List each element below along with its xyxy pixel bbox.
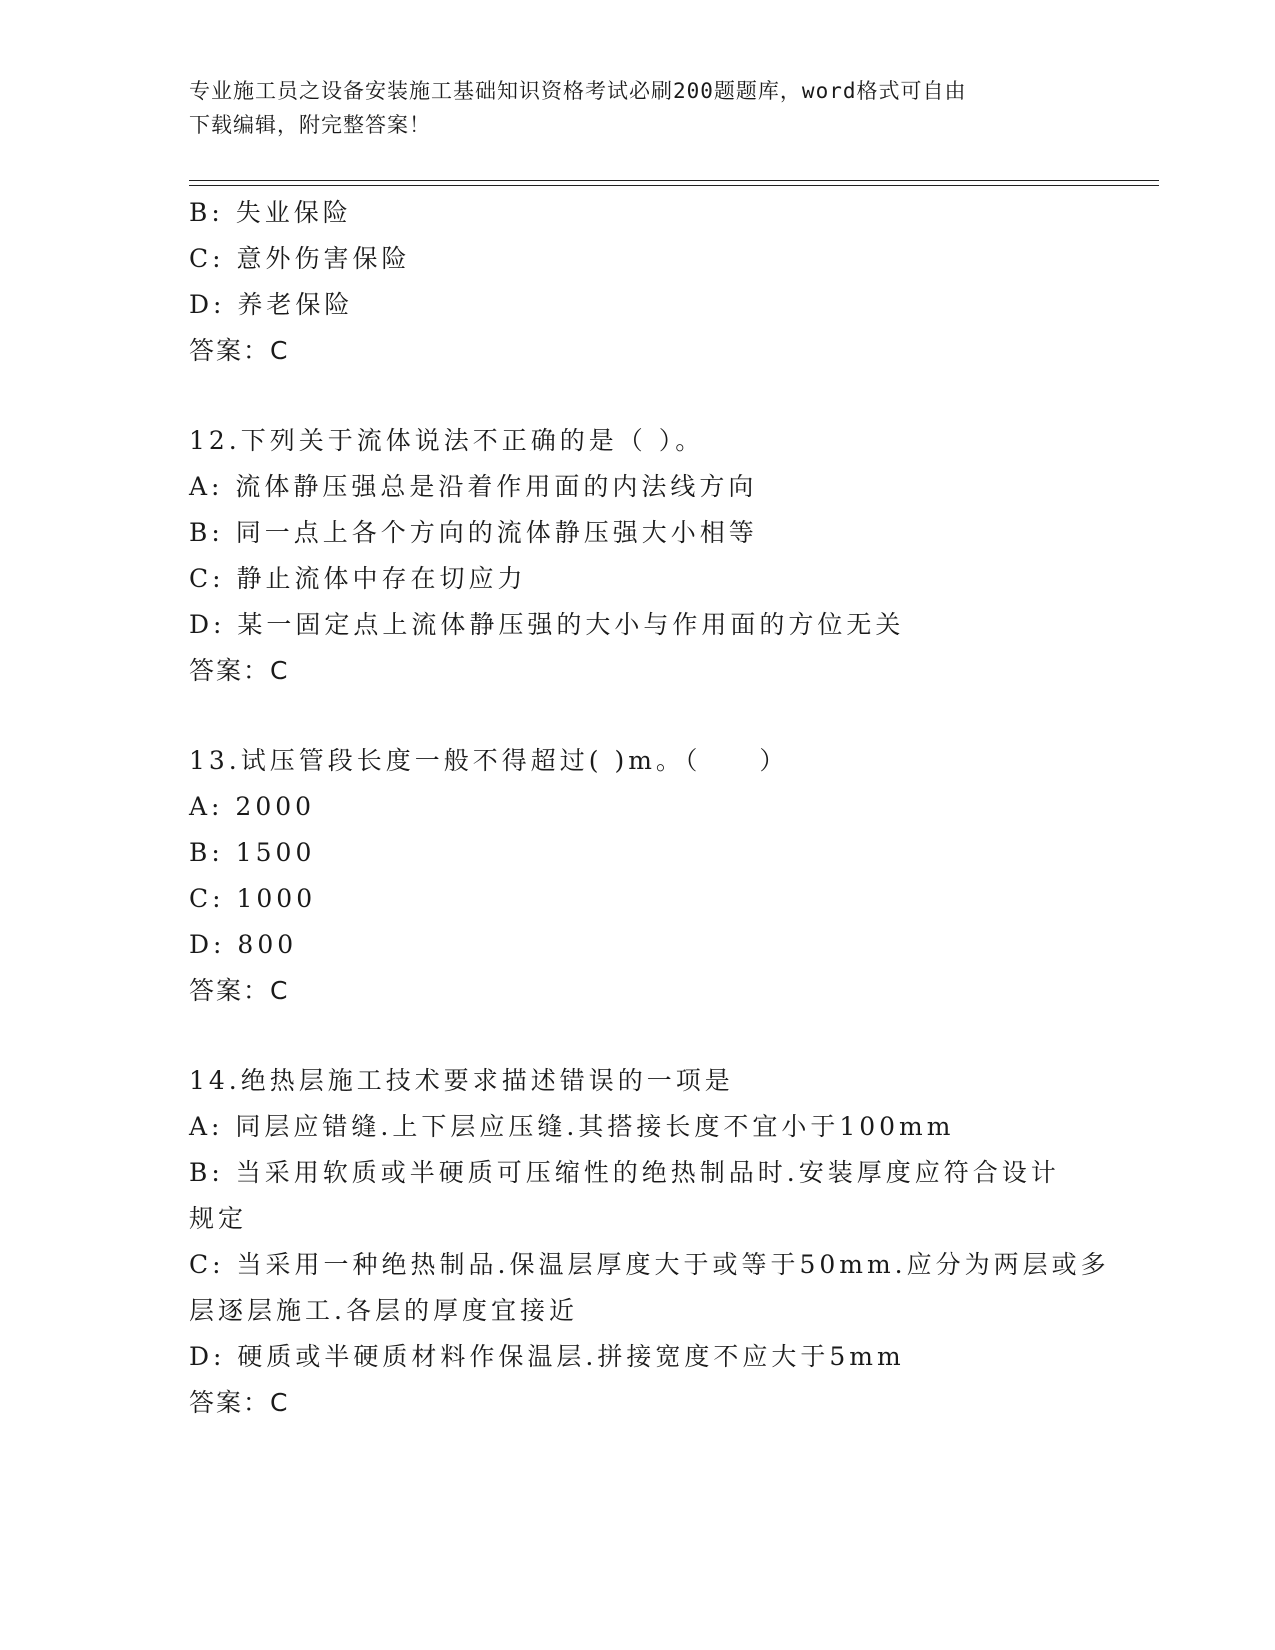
option-c: C: 1000 — [189, 884, 317, 913]
option-a: A: 流体静压强总是沿着作用面的内法线方向 — [189, 472, 758, 501]
answer-line: 答案：C — [189, 656, 290, 685]
option-d: D: 养老保险 — [189, 290, 354, 319]
option-a: A: 2000 — [189, 792, 316, 821]
option-d: D: 800 — [189, 930, 298, 959]
header-divider-top — [189, 180, 1159, 181]
option-a: A: 同层应错缝.上下层应压缝.其搭接长度不宜小于100mm — [189, 1112, 955, 1141]
option-c: C: 当采用一种绝热制品.保温层厚度大于或等于50mm.应分为两层或多 — [189, 1250, 1110, 1279]
option-b: B: 同一点上各个方向的流体静压强大小相等 — [189, 518, 758, 547]
document-header — [189, 74, 1089, 142]
option-c: C: 意外伤害保险 — [189, 244, 411, 273]
header-divider-bottom — [189, 185, 1159, 186]
question-block-13 — [189, 738, 1089, 1014]
question-block-11 — [189, 190, 1089, 374]
question-title: 12.下列关于流体说法不正确的是（ ）。 — [189, 426, 705, 455]
option-d: D: 硬质或半硬质材料作保温层.拼接宽度不应大于5mm — [189, 1342, 905, 1371]
option-c: C: 静止流体中存在切应力 — [189, 564, 527, 593]
header-line-2: 下载编辑，附完整答案！ — [189, 113, 431, 137]
option-b: B: 1500 — [189, 838, 316, 867]
option-b-continued: 规定 — [189, 1204, 248, 1233]
question-content — [189, 190, 1110, 1426]
answer-line: 答案：C — [189, 336, 290, 365]
option-d: D: 某一固定点上流体静压强的大小与作用面的方位无关 — [189, 610, 905, 639]
question-title: 13.试压管段长度一般不得超过( )m。（ ） — [189, 746, 789, 775]
question-title: 14.绝热层施工技术要求描述错误的一项是 — [189, 1066, 734, 1095]
header-line-1: 专业施工员之设备安装施工基础知识资格考试必刷200题题库，word格式可自由 — [189, 79, 967, 103]
question-block-12 — [189, 418, 1089, 694]
answer-line: 答案：C — [189, 1388, 290, 1417]
answer-line: 答案：C — [189, 976, 290, 1005]
option-c-continued: 层逐层施工.各层的厚度宜接近 — [189, 1296, 578, 1325]
option-b: B: 当采用软质或半硬质可压缩性的绝热制品时.安装厚度应符合设计 — [189, 1158, 1060, 1187]
option-b: B: 失业保险 — [189, 198, 352, 227]
question-block-14 — [189, 1058, 1110, 1426]
